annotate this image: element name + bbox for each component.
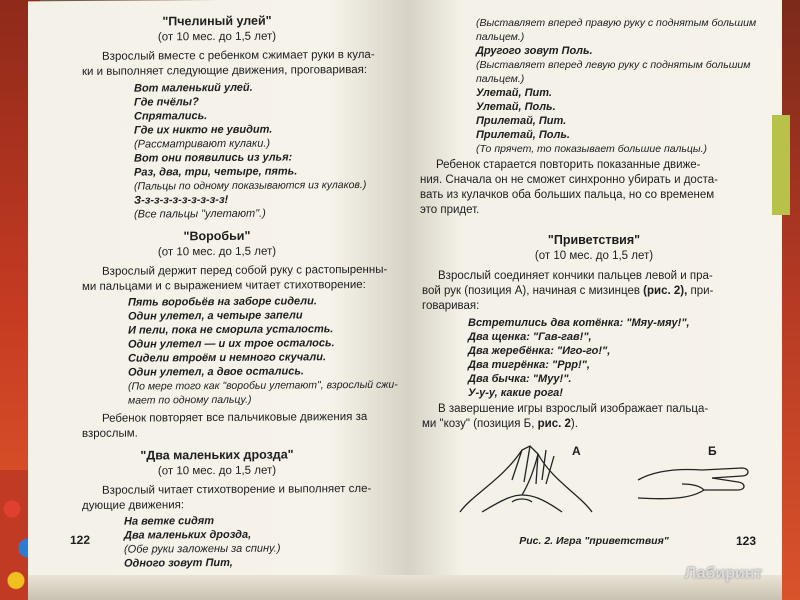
verse-line: Другого зовут Поль. <box>476 45 593 57</box>
paragraph-line: дующие движения: <box>82 499 185 512</box>
paragraph-line <box>422 417 578 432</box>
paragraph-line <box>422 284 713 299</box>
stage-note: мает по одному пальцу.) <box>128 393 252 407</box>
paragraph-line: взрослым. <box>82 427 138 440</box>
verse-line: Улетай, Поль. <box>476 101 556 113</box>
page-number-left: 122 <box>70 532 91 548</box>
verse-line: У-у-у, какие рога! <box>468 387 563 399</box>
paragraph-line: Взрослый вместе с ребенком сжимает руки в кула- <box>102 48 375 63</box>
bookmark-tab <box>772 115 790 215</box>
verse-line: Два бычка: "Муу!". <box>468 373 572 385</box>
paragraph-line: это придет. <box>420 204 480 216</box>
section-age: (от 10 мес. до 1,5 лет) <box>157 464 277 478</box>
stage-note: (Пальцы по одному показываются из кулаков.) <box>134 178 367 193</box>
stage-note: (Выставляет вперед левую руку с поднятым большим <box>476 59 751 71</box>
paragraph-line: вать из кулачков оба больших пальца, но со временем <box>420 189 715 201</box>
page-number-right: 123 <box>736 534 757 548</box>
verse-line: Один улетел, а четыре запели <box>128 309 303 323</box>
verse-line: Улетай, Пит. <box>476 87 552 99</box>
verse-line: Два маленьких дрозда, <box>124 528 252 542</box>
stage-note: (Все пальцы "улетают".) <box>134 207 266 221</box>
paragraph-line: Ребенок повторяет все пальчиковые движения за <box>102 410 368 425</box>
text-run: вой рук (позиция А), начиная с мизинцев <box>422 285 644 297</box>
stage-note: (Рассматривают кулаки.) <box>134 137 271 151</box>
paragraph-line: ки и выполняет следующие движения, проговаривая: <box>82 63 368 78</box>
stage-note: пальцем.) <box>476 31 525 43</box>
verse-line: Один улетел, а двое остались. <box>128 365 304 379</box>
verse-line: Раз, два, три, четыре, пять. <box>134 165 298 179</box>
verse-line: Вот они появились из улья: <box>134 151 293 165</box>
verse-line: Два жеребёнка: "Иго-го!", <box>468 345 611 357</box>
verse-line: На ветке сидят <box>124 515 215 528</box>
verse-line: Где пчёлы? <box>134 96 199 109</box>
verse-line: Спрятались. <box>134 110 208 123</box>
section-title-thrushes: "Два маленьких дрозда" <box>140 447 294 463</box>
stage-note: (Выставляет вперед правую руку с поднятым большим <box>476 17 757 29</box>
paragraph-line: Взрослый читает стихотворение и выполняет сле- <box>102 482 372 497</box>
figure-label-a: А <box>572 444 581 458</box>
stage-note: пальцем.) <box>476 73 525 85</box>
verse-line: Прилетай, Пит. <box>476 115 567 127</box>
verse-line: И пели, пока не сморила усталость. <box>128 323 334 337</box>
text-run: ми "козу" (позиция Б, <box>422 418 538 430</box>
verse-line: Один улетел — и их трое осталось. <box>128 337 335 351</box>
section-age: (от 10 мес. до 1,5 лет) <box>157 245 277 259</box>
page-edges <box>28 575 782 600</box>
paragraph-line: Ребенок старается повторить показанные движе- <box>436 159 701 171</box>
stage-note: (То прячет, то показывает большие пальцы.) <box>476 143 708 155</box>
right-page <box>406 0 782 590</box>
verse-line: Пять воробьёв на заборе сидели. <box>128 295 317 309</box>
section-title-greetings: "Приветствия" <box>547 233 641 247</box>
verse-line: Вот маленький улей. <box>134 81 253 95</box>
hands-position-b-illustration <box>638 468 748 499</box>
verse-line: Прилетай, Поль. <box>476 129 570 141</box>
left-page <box>28 0 406 591</box>
verse-line: Одного зовут Пит, <box>124 556 233 570</box>
paragraph-line: ми пальцами и с выражением читает стихотворение: <box>82 278 366 293</box>
verse-line: Два тигрёнка: "Ррр!", <box>468 359 590 371</box>
text-run: при- <box>687 285 714 297</box>
stage-note: (По мере того как "воробьи улетают", взрослый сжи- <box>128 378 398 393</box>
verse-line: Два щенка: "Гав-гав!", <box>468 331 592 343</box>
verse-line: Где их никто не увидит. <box>134 123 273 137</box>
figure-reference: (рис. 2), <box>643 285 688 297</box>
verse-line: Встретились два котёнка: "Мяу-мяу!", <box>468 317 690 329</box>
stage-note: (Обе руки заложены за спину.) <box>124 542 281 556</box>
paragraph-line: В завершение игры взрослый изображает пальца- <box>438 403 709 415</box>
figure-reference: рис. 2 <box>537 418 571 430</box>
watermark-logo: Лабиринт <box>685 565 763 582</box>
figure-caption: Рис. 2. Игра "приветствия" <box>519 535 669 547</box>
section-age: (от 10 мес. до 1,5 лет) <box>534 250 654 262</box>
paragraph-line: говаривая: <box>422 300 480 312</box>
verse-line: З-з-з-з-з-з-з-з-з-з! <box>134 193 229 207</box>
text-run: ). <box>570 418 578 430</box>
paragraph-line: Взрослый соединяет кончики пальцев левой и пра- <box>438 270 713 282</box>
figure-label-b: Б <box>708 444 717 458</box>
section-age: (от 10 мес. до 1,5 лет) <box>157 30 277 44</box>
verse-line: Сидели втроём и немного скучали. <box>128 351 326 365</box>
paragraph-line: ния. Сначала он не сможет синхронно убирать и доста- <box>420 174 718 186</box>
paragraph-line: Взрослый держит перед собой руку с растопыренны- <box>102 263 388 278</box>
section-title-beehive: "Пчелиный улей" <box>162 13 272 29</box>
section-title-sparrows: "Воробьи" <box>183 228 251 244</box>
